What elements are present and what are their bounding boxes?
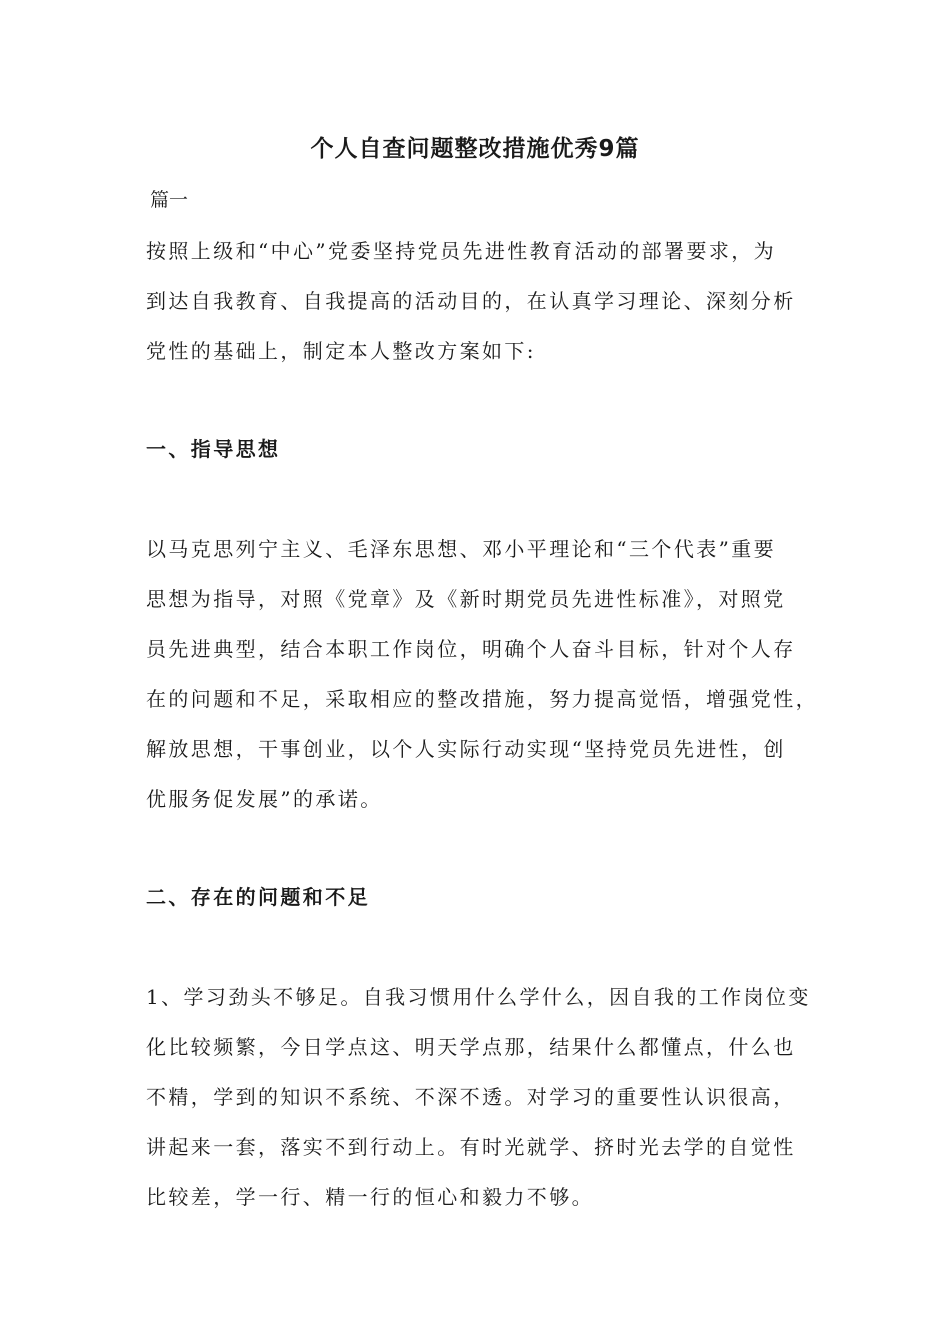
paragraph-line: 按照上级和“中心”党委坚持党员先进性教育活动的部署要求，为 <box>146 239 777 263</box>
paragraph-line: 党性的基础上，制定本人整改方案如下: <box>146 339 536 363</box>
guiding-thought-paragraph <box>146 524 826 824</box>
paragraph-line: 1、学习劲头不够足。自我习惯用什么学什么，因自我的工作岗位变 <box>146 985 811 1009</box>
heading-problems: 二、存在的问题和不足 <box>146 885 370 909</box>
paragraph-line: 以马克思列宁主义、毛泽东思想、邓小平理论和“三个代表”重要 <box>146 537 777 561</box>
paragraph-line: 讲起来一套，落实不到行动上。有时光就学、挤时光去学的自觉性 <box>146 1135 796 1159</box>
paragraph-line: 化比较频繁，今日学点这、明天学点那，结果什么都懂点，什么也 <box>146 1035 796 1059</box>
paragraph-line: 优服务促发展”的承诺。 <box>146 787 383 811</box>
paragraph-line: 比较差，学一行、精一行的恒心和毅力不够。 <box>146 1185 594 1209</box>
heading-guiding-thought: 一、指导思想 <box>146 437 281 461</box>
intro-paragraph <box>146 226 826 376</box>
paragraph-line: 员先进典型，结合本职工作岗位，明确个人奋斗目标，针对个人存 <box>146 637 796 661</box>
paragraph-line: 到达自我教育、自我提高的活动目的，在认真学习理论、深刻分析 <box>146 289 796 313</box>
document-title: 个人自查问题整改措施优秀9篇 <box>310 136 640 162</box>
paragraph-line: 不精，学到的知识不系统、不深不透。对学习的重要性认识很高， <box>146 1085 796 1109</box>
paragraph-line: 思想为指导，对照《党章》及《新时期党员先进性标准》，对照党 <box>146 587 786 611</box>
problem-item-1-paragraph <box>146 972 826 1222</box>
paragraph-line: 在的问题和不足，采取相应的整改措施，努力提高觉悟，增强党性， <box>146 687 818 711</box>
paragraph-line: 解放思想，干事创业，以个人实际行动实现“坚持党员先进性，创 <box>146 737 786 761</box>
section-label: 篇一 <box>150 189 189 211</box>
